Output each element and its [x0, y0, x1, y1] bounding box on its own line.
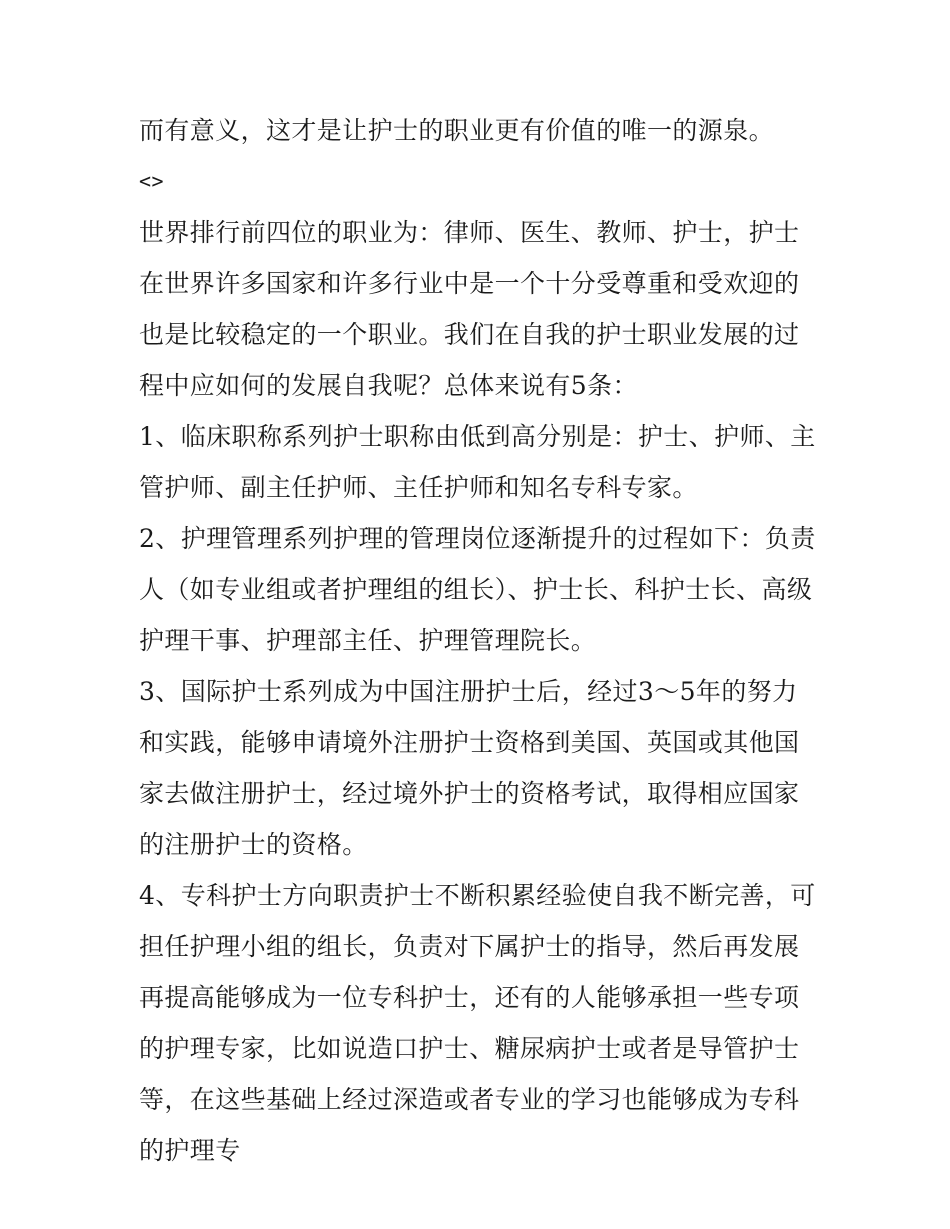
- list-item-3: 3、国际护士系列成为中国注册护士后，经过3～5年的努力和实践，能够申请境外注册护士资格到美国、英国或其他国家去做注册护士，经过境外护士的资格考试，取得相应国家的注册护士的资格。: [139, 677, 800, 859]
- document-body: [139, 105, 817, 1176]
- paragraph-intro: 世界排行前四位的职业为：律师、医生、教师、护士，护士在世界许多国家和许多行业中是一个十分受尊重和受欢迎的也是比较稳定的一个职业。我们在自我的护士职业发展的过程中应如何的发展自我呢？总体来说有5条：: [139, 218, 800, 400]
- list-item-4: 4、专科护士方向职责护士不断积累经验使自我不断完善，可担任护理小组的组长，负责对下属护士的指导，然后再发展再提高能够成为一位专科护士，还有的人能够承担一些专项的护理专家，比如说造口护士、糖尿病护士或者是导管护士等，在这些基础上经过深造或者专业的学习也能够成为专科的护理专: [139, 881, 816, 1165]
- section-marker: <>: [139, 169, 164, 193]
- list-item-2: 2、护理管理系列护理的管理岗位逐渐提升的过程如下：负责人（如专业组或者护理组的组长）、护士长、科护士长、高级护理干事、护理部主任、护理管理院长。: [139, 524, 816, 655]
- paragraph-continuation: 而有意义，这才是让护士的职业更有价值的唯一的源泉。: [139, 116, 775, 145]
- list-item-1: 1、临床职称系列护士职称由低到高分别是：护士、护师、主管护师、副主任护师、主任护师和知名专科专家。: [139, 422, 816, 502]
